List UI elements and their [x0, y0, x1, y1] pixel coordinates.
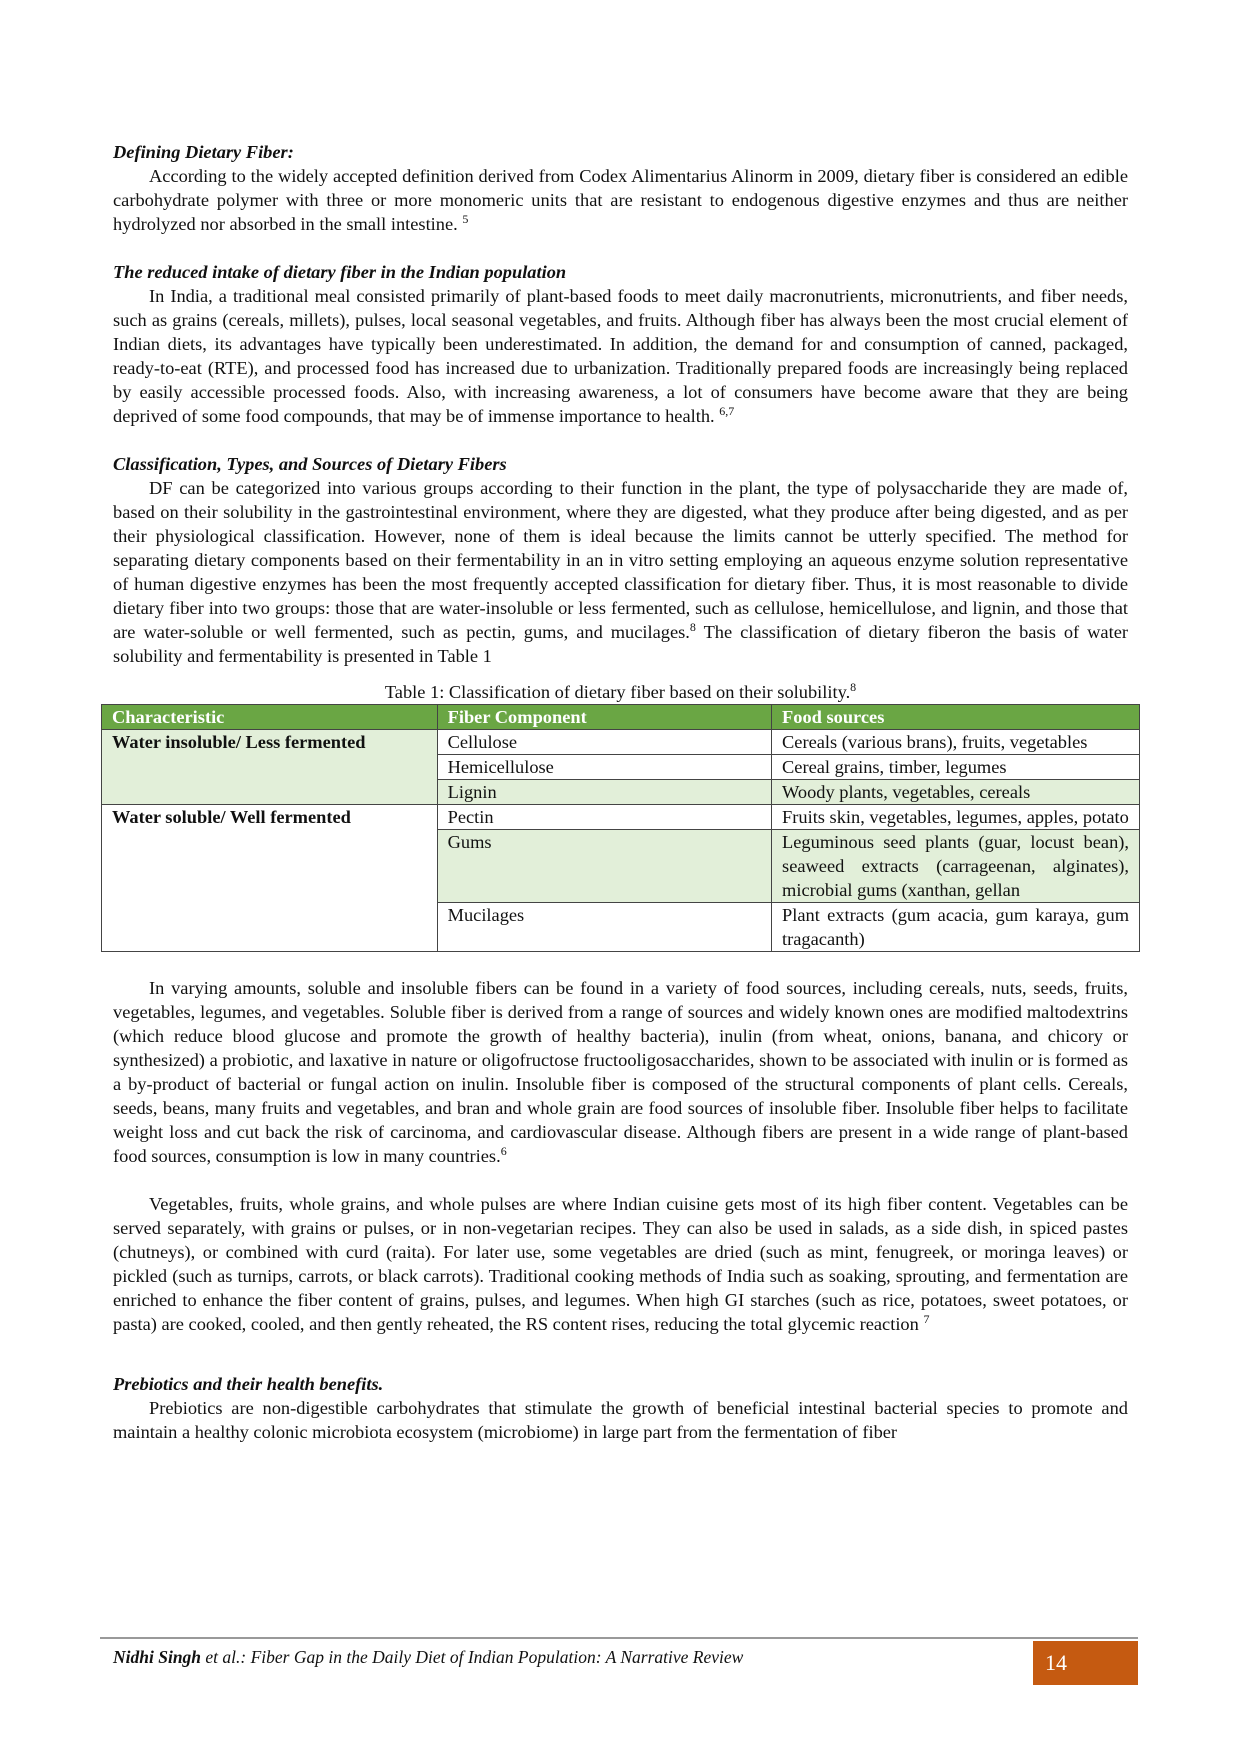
table-caption — [113, 680, 1128, 704]
paragraph-reduced-text: In India, a traditional meal consisted primarily of plant-based foods to meet daily macronutrients, micronutrients, and fiber needs, such as grains (cereals, millets), pulses, local seasonal vegetables, and fruits. Although fiber has always been the most crucial element of Indian diets, its advantages have typically been underestimated. In addition, the demand for and consumption of canned, packaged, ready-to-eat (RTE), and processed food has increased due to urbanization. Traditionally prepared foods are increasingly being replaced by easily accessible processed foods. Also, with increasing awareness, a lot of consumers have become aware that they are being deprived of some food compounds, that may be of immense importance to health. — [113, 286, 1128, 426]
heading-reduced-intake: The reduced intake of dietary fiber in the Indian population — [113, 262, 567, 282]
citation-ref: 7 — [923, 1311, 930, 1326]
table-cell-group-insoluble: Water insoluble/ Less fermented — [102, 730, 438, 805]
paragraph-defining — [113, 164, 1128, 236]
fiber-classification-table — [101, 704, 1140, 952]
table-row — [102, 805, 1140, 830]
paragraph-classification-text-b: The classification of dietary fiberon the basis of water solubility and fermentability is presented in Table 1 — [113, 622, 1128, 666]
table-cell-component: Gums — [437, 830, 771, 903]
paragraph-prebiotics: Prebiotics are non-digestible carbohydrates that stimulate the growth of beneficial intestinal bacterial species to promote and maintain a healthy colonic microbiota ecosystem (microbiome) in large part from the fermentation of fiber — [113, 1398, 1128, 1442]
table-header-fiber-component: Fiber Component — [437, 705, 771, 730]
table-cell-sources: Woody plants, vegetables, cereals — [772, 780, 1140, 805]
citation-ref: 8 — [850, 679, 857, 694]
paragraph-indian-cuisine-text: Vegetables, fruits, whole grains, and whole pulses are where Indian cuisine gets most of its high fiber content. Vegetables can be served separately, with grains or pulses, or in non-vegetarian recipes. They can also be used in salads, as a side dish, in spiced pastes (chutneys), or combined with curd (raita). For later use, some vegetables are dried (such as mint, fenugreek, or moringa leaves) or pickled (such as turnips, carrots, or black carrots). Traditional cooking methods of India such as soaking, sprouting, and fermentation are enriched to enhance the fiber content of grains, pulses, and legumes. When high GI starches (such as rice, potatoes, sweet potatoes, or pasta) are cooked, cooled, and then gently reheated, the RS content rises, reducing the total glycemic reaction — [113, 1194, 1128, 1334]
table-cell-sources: Cereal grains, timber, legumes — [772, 755, 1140, 780]
table-cell-group-soluble: Water soluble/ Well fermented — [102, 805, 438, 952]
paragraph-food-sources-text: In varying amounts, soluble and insoluble fibers can be found in a variety of food sources, including cereals, nuts, seeds, fruits, vegetables, legumes, and vegetables. Soluble fiber is derived from a range of sources and widely known ones are modified maltodextrins (which reduce blood glucose and promote the growth of healthy bacteria), inulin (from wheat, onions, banana, and chicory or synthesized) a probiotic, and laxative in nature or oligofructose fructooligosaccharides, shown to be associated with inulin or is formed as a by-product of bacterial or fungal action on inulin. Insoluble fiber is composed of the structural components of plant cells. Cereals, seeds, beans, many fruits and vegetables, and bran and whole grain are food sources of insoluble fiber. Insoluble fiber helps to facilitate weight loss and cut back the risk of carcinoma, and cardiovascular disease. Although fibers are present in a wide range of plant-based food sources, consumption is low in many countries. — [113, 978, 1128, 1166]
paragraph-indian-cuisine — [113, 1192, 1128, 1336]
paragraph-reduced-intake — [113, 284, 1128, 428]
footer-citation-text: et al.: Fiber Gap in the Daily Diet of Indian Population: A Narrative Review — [201, 1647, 744, 1667]
page-number: 14 — [1033, 1641, 1138, 1685]
table-cell-sources: Plant extracts (gum acacia, gum karaya, gum tragacanth) — [772, 903, 1140, 952]
footer-divider — [100, 1637, 1138, 1639]
citation-ref: 8 — [689, 619, 696, 634]
heading-classification: Classification, Types, and Sources of Dietary Fibers — [113, 454, 507, 474]
table-cell-component: Cellulose — [437, 730, 771, 755]
heading-prebiotics: Prebiotics and their health benefits. — [113, 1374, 384, 1394]
paragraph-classification — [113, 476, 1128, 668]
table-cell-component: Pectin — [437, 805, 771, 830]
table-caption-text: Table 1: Classification of dietary fiber based on their solubility. — [384, 682, 851, 702]
table-header-characteristic: Characteristic — [102, 705, 438, 730]
citation-ref: 6,7 — [719, 403, 735, 418]
table-cell-component: Hemicellulose — [437, 755, 771, 780]
table-cell-component: Mucilages — [437, 903, 771, 952]
table-header-food-sources: Food sources — [772, 705, 1140, 730]
table-row — [102, 730, 1140, 755]
paragraph-food-sources — [113, 976, 1128, 1168]
footer-author: Nidhi Singh — [113, 1647, 202, 1667]
citation-ref: 5 — [462, 211, 469, 226]
paragraph-classification-text-a: DF can be categorized into various groups according to their function in the plant, the type of polysaccharide they are made of, based on their solubility in the gastrointestinal environment, where they are digested, what they produce after being digested, and as per their physiological classification. However, none of them is ideal because the limits cannot be utterly specified. The method for separating dietary components based on their fermentability in an in vitro setting employing an aqueous enzyme solution representative of human digestive enzymes has been the most frequently accepted classification for dietary fiber. Thus, it is most reasonable to divide dietary fiber into two groups: those that are water-insoluble or less fermented, such as cellulose, hemicellulose, and lignin, and those that are water-soluble or well fermented, such as pectin, gums, and mucilages. — [113, 478, 1128, 642]
table-cell-sources: Fruits skin, vegetables, legumes, apples, potato — [772, 805, 1140, 830]
table-header-row — [102, 705, 1140, 730]
footer-citation — [113, 1647, 743, 1668]
table-cell-sources: Cereals (various brans), fruits, vegetables — [772, 730, 1140, 755]
table-cell-sources: Leguminous seed plants (guar, locust bean), seaweed extracts (carrageenan, alginates), microbial gums (xanthan, gellan — [772, 830, 1140, 903]
page-body — [113, 140, 1128, 1444]
paragraph-defining-text: According to the widely accepted definition derived from Codex Alimentarius Alinorm in 2009, dietary fiber is considered an edible carbohydrate polymer with three or more monomeric units that are resistant to endogenous digestive enzymes and thus are neither hydrolyzed nor absorbed in the small intestine. — [113, 166, 1128, 234]
heading-defining-dietary-fiber: Defining Dietary Fiber: — [113, 142, 294, 162]
citation-ref: 6 — [500, 1143, 507, 1158]
table-cell-component: Lignin — [437, 780, 771, 805]
